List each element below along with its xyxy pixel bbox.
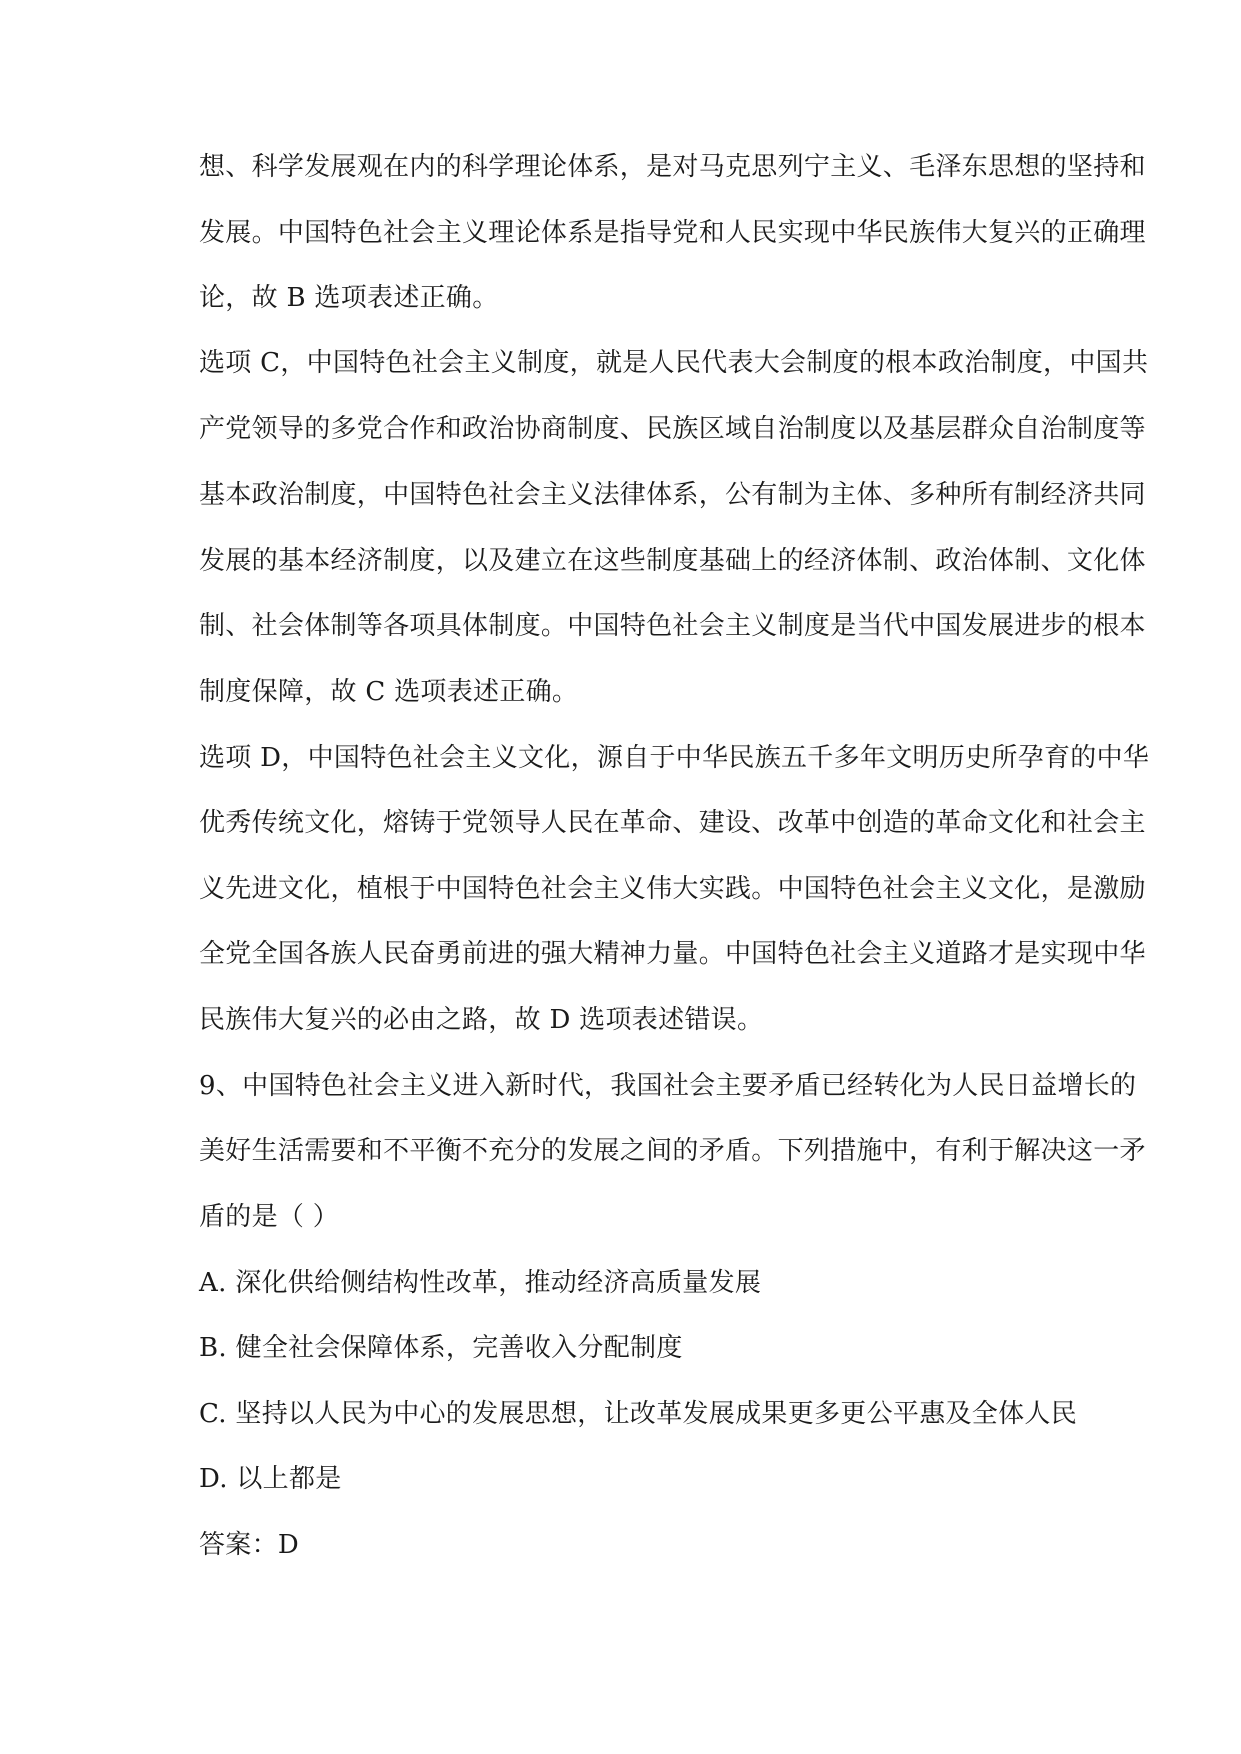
text-line: 制度保障，故 C 选项表述正确。: [199, 677, 579, 707]
option-b: B. 健全社会保障体系，完善收入分配制度: [199, 1333, 683, 1363]
answer-line: 答案：D: [199, 1530, 300, 1560]
question-stem-line: 美好生活需要和不平衡不充分的发展之间的矛盾。下列措施中，有利于解决这一矛: [199, 1136, 1146, 1166]
option-d: D. 以上都是: [199, 1464, 342, 1494]
text-line: 制、社会体制等各项具体制度。中国特色社会主义制度是当代中国发展进步的根本: [199, 611, 1146, 641]
question-stem-line: 盾的是（ ）: [199, 1202, 340, 1232]
text-line: 优秀传统文化，熔铸于党领导人民在革命、建设、改革中创造的革命文化和社会主: [199, 808, 1146, 838]
text-line: 民族伟大复兴的必由之路，故 D 选项表述错误。: [199, 1005, 764, 1035]
text-line: 义先进文化，植根于中国特色社会主义伟大实践。中国特色社会主义文化，是激励: [199, 874, 1146, 904]
text-line: 发展。中国特色社会主义理论体系是指导党和人民实现中华民族伟大复兴的正确理: [199, 218, 1146, 248]
text-line: 想、科学发展观在内的科学理论体系，是对马克思列宁主义、毛泽东思想的坚持和: [199, 152, 1146, 182]
question-stem-line: 9、中国特色社会主义进入新时代，我国社会主要矛盾已经转化为人民日益增长的: [199, 1071, 1137, 1101]
option-a: A. 深化供给侧结构性改革，推动经济高质量发展: [199, 1268, 762, 1298]
text-line: 产党领导的多党合作和政治协商制度、民族区域自治制度以及基层群众自治制度等: [199, 414, 1146, 444]
text-line: 论，故 B 选项表述正确。: [199, 283, 499, 313]
option-c: C. 坚持以人民为中心的发展思想，让改革发展成果更多更公平惠及全体人民: [199, 1399, 1077, 1429]
text-line: 基本政治制度，中国特色社会主义法律体系，公有制为主体、多种所有制经济共同: [199, 480, 1146, 510]
text-line: 全党全国各族人民奋勇前进的强大精神力量。中国特色社会主义道路才是实现中华: [199, 939, 1146, 969]
text-line: 发展的基本经济制度，以及建立在这些制度基础上的经济体制、政治体制、文化体: [199, 546, 1146, 576]
text-line: 选项 D，中国特色社会主义文化，源自于中华民族五千多年文明历史所孕育的中华: [199, 743, 1150, 773]
text-line: 选项 C，中国特色社会主义制度，就是人民代表大会制度的根本政治制度，中国共: [199, 348, 1149, 378]
